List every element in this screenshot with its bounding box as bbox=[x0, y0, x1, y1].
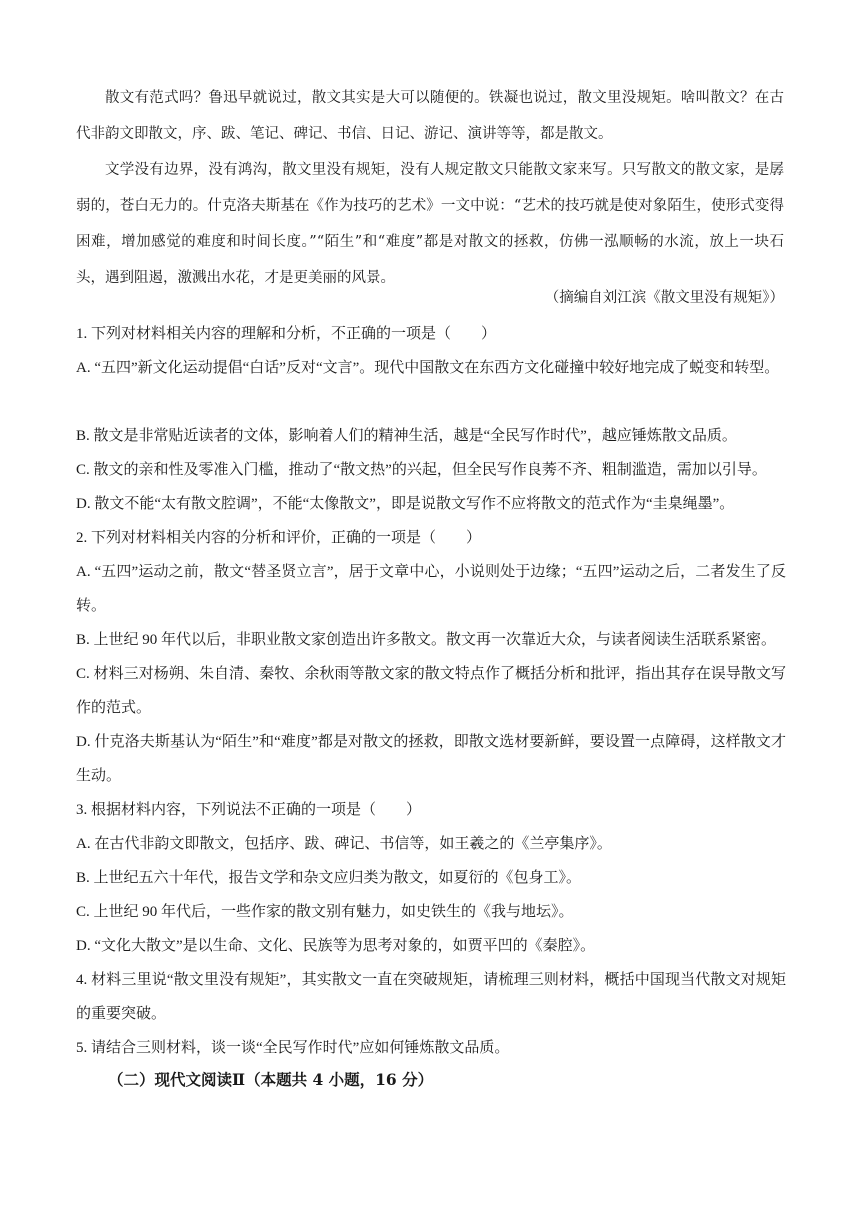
question-3-stem: 3. 根据材料内容，下列说法不正确的一项是（ ） bbox=[76, 802, 422, 818]
question-2-option-d: D. 什克洛夫斯基认为“陌生”和“难度”都是对散文的拯救，即散文选材要新鲜，要设置一点障碍，这样散文才生动。 bbox=[76, 734, 786, 784]
question-2-option-a: A. “五四”运动之前，散文“替圣贤立言”，居于文章中心，小说则处于边缘；“五四”运动之后，二者发生了反转。 bbox=[76, 564, 786, 614]
question-1-option-d: D. 散文不能“太有散文腔调”，不能“太像散文”，即是说散文写作不应将散文的范式作为“圭臬绳墨”。 bbox=[76, 496, 735, 512]
question-5: 5. 请结合三则材料，谈一谈“全民写作时代”应如何锤炼散文品质。 bbox=[76, 1040, 510, 1056]
question-3-option-b: B. 上世纪五六十年代，报告文学和杂文应归类为散文，如夏衍的《包身工》。 bbox=[76, 870, 582, 886]
question-3-option-a: A. 在古代非韵文即散文，包括序、跋、碑记、书信等，如王羲之的《兰亭集序》。 bbox=[76, 836, 612, 852]
question-2-option-b: B. 上世纪 90 年代以后，非职业散文家创造出许多散文。散文再一次靠近大众，与读者阅读生活联系紧密。 bbox=[76, 632, 777, 648]
question-2-stem: 2. 下列对材料相关内容的分析和评价，正确的一项是（ ） bbox=[76, 530, 482, 546]
question-1-option-c: C. 散文的亲和性及零准入门槛，推动了“散文热”的兴起，但全民写作良莠不齐、粗制滥造，需加以引导。 bbox=[76, 462, 767, 478]
question-3-option-c: C. 上世纪 90 年代后，一些作家的散文别有魅力，如史铁生的《我与地坛》。 bbox=[76, 904, 574, 920]
question-4: 4. 材料三里说“散文里没有规矩”，其实散文一直在突破规矩，请梳理三则材料，概括中国现当代散文对规矩的重要突破。 bbox=[76, 972, 786, 1022]
question-3-option-d: D. “文化大散文”是以生命、文化、民族等为思考对象的，如贾平凹的《秦腔》。 bbox=[76, 938, 596, 954]
passage-paragraph-2: 文学没有边界，没有鸿沟，散文里没有规矩，没有人规定散文只能散文家来写。只写散文的散文家，是孱弱的，苍白无力的。什克洛夫斯基在《作为技巧的艺术》一文中说：“艺术的技巧就是使对象陌生，使形式变得困难，增加感觉的难度和时间长度。”“陌生”和“难度”都是对散文的拯救，仿佛一泓顺畅的水流，放上一块石头，遇到阻遏，激溅出水花，才是更美丽的风景。 bbox=[76, 162, 784, 286]
question-2-option-c: C. 材料三对杨朔、朱自清、秦牧、余秋雨等散文家的散文特点作了概括分析和批评，指出其存在误导散文写作的范式。 bbox=[76, 666, 786, 716]
question-1-option-b: B. 散文是非常贴近读者的文体，影响着人们的精神生活，越是“全民写作时代”，越应锤炼散文品质。 bbox=[76, 428, 737, 444]
passage-paragraph-1: 散文有范式吗？鲁迅早就说过，散文其实是大可以随便的。铁凝也说过，散文里没规矩。啥叫散文？在古代非韵文即散文，序、跋、笔记、碑记、书信、日记、游记、演讲等等，都是散文。 bbox=[76, 90, 784, 142]
question-1-option-a: A. “五四”新文化运动提倡“白话”反对“文言”。现代中国散文在东西方文化碰撞中较好地完成了蜕变和转型。 bbox=[76, 360, 780, 376]
passage-source: （摘编自刘江滨《散文里没有规矩》） bbox=[544, 290, 784, 306]
question-1-stem: 1. 下列对材料相关内容的理解和分析，不正确的一项是（ ） bbox=[76, 326, 497, 342]
section-heading: （二）现代文阅读Ⅱ（本题共 4 小题，16 分） bbox=[108, 1070, 434, 1089]
